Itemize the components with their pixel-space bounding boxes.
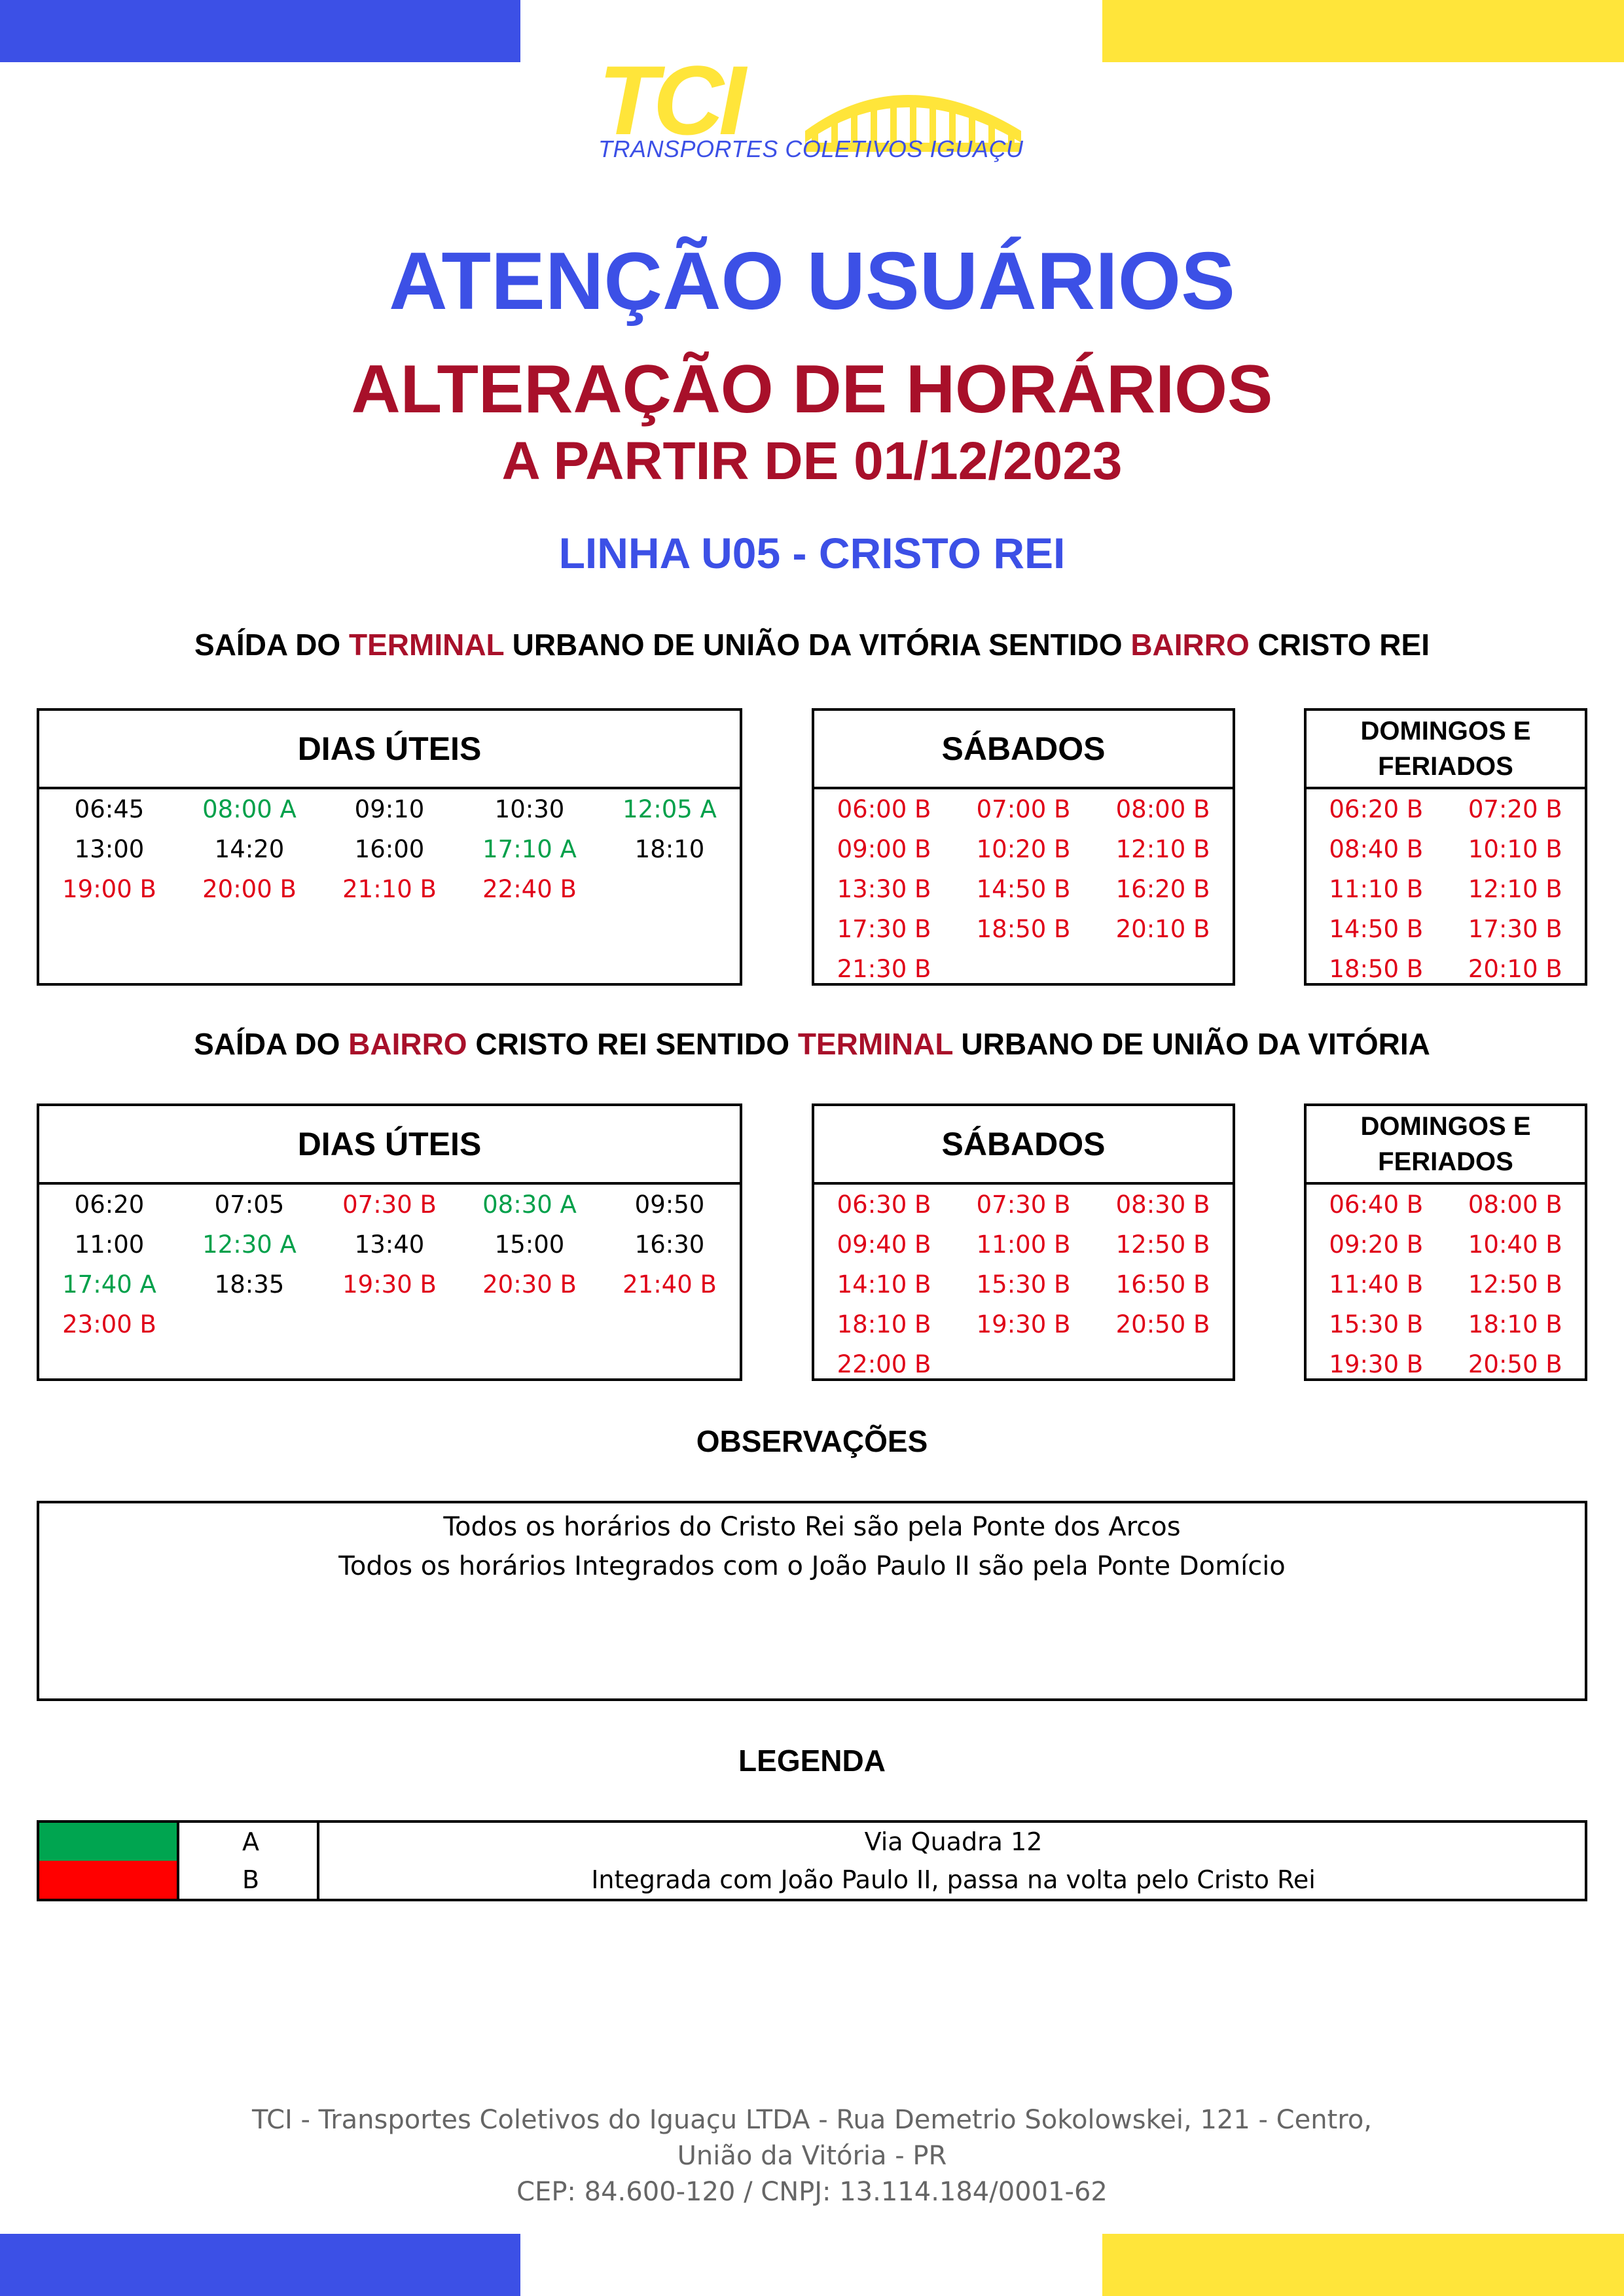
departure-time: 07:30 B [976, 1191, 1071, 1219]
times-grid [1307, 789, 1585, 989]
section-title-bairro-to-terminal [0, 1024, 1624, 1064]
departure-time: 21:10 B [342, 875, 437, 903]
departure-time: 07:05 [214, 1191, 285, 1219]
departure-time: 22:00 B [837, 1350, 931, 1378]
departure-time: 19:30 B [1329, 1350, 1424, 1378]
times-grid [39, 1185, 740, 1344]
title-part: BAIRRO [1130, 628, 1250, 662]
departure-time: 15:00 [494, 1230, 565, 1259]
section-title-terminal-to-bairro [0, 625, 1624, 664]
departure-time: 16:50 B [1115, 1270, 1210, 1299]
departure-time: 06:30 B [837, 1191, 931, 1219]
departure-time: 09:40 B [837, 1230, 931, 1259]
departure-time: 22:40 B [482, 875, 577, 903]
departure-time: 15:30 B [976, 1270, 1071, 1299]
times-grid [39, 789, 740, 909]
legend-swatch-red [39, 1861, 179, 1899]
departure-time: 06:20 B [1329, 795, 1424, 823]
departure-time: 14:20 [214, 835, 285, 863]
top-left-blue-bar [0, 0, 520, 62]
departure-time: 23:00 B [62, 1310, 156, 1338]
departure-time: 20:50 B [1115, 1310, 1210, 1338]
departure-time: 08:40 B [1329, 835, 1424, 863]
legend-divider [317, 1823, 319, 1899]
bottom-left-blue-bar [0, 2234, 520, 2296]
departure-time: 18:50 B [976, 915, 1071, 943]
departure-time: 10:40 B [1468, 1230, 1562, 1259]
departure-time: 08:30 B [1115, 1191, 1210, 1219]
departure-time: 17:30 B [837, 915, 931, 943]
departure-time: 16:30 [634, 1230, 705, 1259]
departure-time: 07:00 B [976, 795, 1071, 823]
legend-row-b [39, 1861, 1585, 1899]
departure-time: 18:10 B [837, 1310, 931, 1338]
table-title: SÁBADOS [814, 711, 1233, 789]
footer-line: CEP: 84.600-120 / CNPJ: 13.114.184/0001-62 [516, 2177, 1108, 2207]
weekday-table-outbound [37, 708, 742, 986]
legend-description: Integrada com João Paulo II, passa na volta pelo Cristo Rei [591, 1865, 1316, 1894]
departure-time: 08:00 A [202, 795, 297, 823]
departure-time: 12:05 A [623, 795, 717, 823]
departure-time: 10:20 B [976, 835, 1071, 863]
departure-time: 06:40 B [1329, 1191, 1424, 1219]
departure-time: 18:35 [214, 1270, 285, 1299]
observation-line: Todos os horários Integrados com o João Paulo II são pela Ponte Domício [338, 1551, 1286, 1581]
departure-time: 20:10 B [1115, 915, 1210, 943]
departure-time: 08:00 B [1468, 1191, 1562, 1219]
departure-time: 08:30 A [482, 1191, 577, 1219]
observations-title: OBSERVAÇÕES [696, 1424, 928, 1458]
departure-time: 19:30 B [342, 1270, 437, 1299]
departure-time: 17:40 A [62, 1270, 156, 1299]
table-title: SÁBADOS [814, 1106, 1233, 1185]
departure-time: 18:50 B [1329, 955, 1424, 983]
departure-time: 18:10 B [1468, 1310, 1562, 1338]
departure-time: 10:30 [494, 795, 565, 823]
legend-row-a [39, 1823, 1585, 1861]
departure-time: 16:00 [354, 835, 425, 863]
title-part: TERMINAL [349, 628, 504, 662]
legend-code: B [242, 1865, 260, 1894]
departure-time: 09:20 B [1329, 1230, 1424, 1259]
departure-time: 11:00 [74, 1230, 145, 1259]
departure-time: 06:00 B [837, 795, 931, 823]
legend-title: LEGENDA [738, 1744, 886, 1778]
footer-line: TCI - Transportes Coletivos do Iguaçu LTDA - Rua Demetrio Sokolowskei, 121 - Centro, [251, 2105, 1372, 2135]
footer-address [0, 2102, 1624, 2210]
departure-time: 09:50 [634, 1191, 705, 1219]
schedule-change-heading: ALTERAÇÃO DE HORÁRIOS [351, 351, 1273, 427]
departure-time: 11:10 B [1329, 875, 1424, 903]
attention-heading: ATENÇÃO USUÁRIOS [389, 236, 1235, 327]
departure-time: 16:20 B [1115, 875, 1210, 903]
departure-time: 13:40 [354, 1230, 425, 1259]
departure-time: 12:30 A [202, 1230, 297, 1259]
saturday-table-outbound [812, 708, 1235, 986]
legend-description: Via Quadra 12 [864, 1827, 1043, 1856]
departure-time: 14:50 B [1329, 915, 1424, 943]
title-part: URBANO DE UNIÃO DA VITÓRIA SENTIDO [503, 628, 1131, 662]
title-part: CRISTO REI [1249, 628, 1430, 662]
sunday-holiday-table-return [1304, 1103, 1587, 1381]
logo-letters: TCI [598, 45, 741, 155]
departure-time: 20:50 B [1468, 1350, 1562, 1378]
departure-time: 11:00 B [976, 1230, 1071, 1259]
departure-time: 19:30 B [976, 1310, 1071, 1338]
departure-time: 19:00 B [62, 875, 156, 903]
table-title: DOMINGOS E FERIADOS [1307, 711, 1585, 789]
departure-time: 12:50 B [1468, 1270, 1562, 1299]
times-grid [1307, 1185, 1585, 1384]
departure-time: 09:10 [354, 795, 425, 823]
departure-time: 08:00 B [1115, 795, 1210, 823]
footer-line: União da Vitória - PR [677, 2141, 947, 2171]
departure-time: 14:50 B [976, 875, 1071, 903]
title-part: SAÍDA DO [194, 1027, 349, 1061]
departure-time: 06:45 [74, 795, 145, 823]
observation-line: Todos os horários do Cristo Rei são pela Ponte dos Arcos [443, 1512, 1181, 1542]
weekday-table-return [37, 1103, 742, 1381]
table-title: DIAS ÚTEIS [39, 1106, 740, 1185]
departure-time: 14:10 B [837, 1270, 931, 1299]
legend-code: A [242, 1827, 259, 1856]
departure-time: 11:40 B [1329, 1270, 1424, 1299]
departure-time: 10:10 B [1468, 835, 1562, 863]
departure-time: 20:30 B [482, 1270, 577, 1299]
departure-time: 20:10 B [1468, 955, 1562, 983]
departure-time: 09:00 B [837, 835, 931, 863]
logo-subtitle: TRANSPORTES COLETIVOS IGUAÇU [598, 135, 1024, 162]
departure-time: 15:30 B [1329, 1310, 1424, 1338]
title-part: TERMINAL [797, 1027, 953, 1061]
departure-time: 20:00 B [202, 875, 297, 903]
title-part: CRISTO REI SENTIDO [467, 1027, 798, 1061]
times-grid [814, 789, 1233, 989]
departure-time: 13:30 B [837, 875, 931, 903]
departure-time: 12:10 B [1115, 835, 1210, 863]
sunday-holiday-table-outbound [1304, 708, 1587, 986]
departure-time: 17:10 A [482, 835, 577, 863]
departure-time: 13:00 [74, 835, 145, 863]
tci-logo [589, 45, 1034, 169]
observations-box [37, 1501, 1587, 1701]
departure-time: 18:10 [634, 835, 705, 863]
bottom-right-yellow-bar [1102, 2234, 1624, 2296]
departure-time: 21:30 B [837, 955, 931, 983]
departure-time: 07:20 B [1468, 795, 1562, 823]
effective-date-heading: A PARTIR DE 01/12/2023 [501, 431, 1123, 491]
title-part: BAIRRO [348, 1027, 467, 1061]
top-right-yellow-bar [1102, 0, 1624, 62]
title-part: URBANO DE UNIÃO DA VITÓRIA [952, 1027, 1430, 1061]
legend-table [37, 1820, 1587, 1901]
table-title: DOMINGOS E FERIADOS [1307, 1106, 1585, 1185]
departure-time: 12:10 B [1468, 875, 1562, 903]
title-part: SAÍDA DO [194, 628, 349, 662]
departure-time: 06:20 [74, 1191, 145, 1219]
times-grid [814, 1185, 1233, 1384]
departure-time: 17:30 B [1468, 915, 1562, 943]
legend-swatch-green [39, 1823, 179, 1861]
saturday-table-return [812, 1103, 1235, 1381]
departure-time: 21:40 B [623, 1270, 717, 1299]
bus-line-heading: LINHA U05 - CRISTO REI [558, 529, 1066, 577]
table-title: DIAS ÚTEIS [39, 711, 740, 789]
legend-divider [177, 1823, 179, 1899]
departure-time: 07:30 B [342, 1191, 437, 1219]
departure-time: 12:50 B [1115, 1230, 1210, 1259]
